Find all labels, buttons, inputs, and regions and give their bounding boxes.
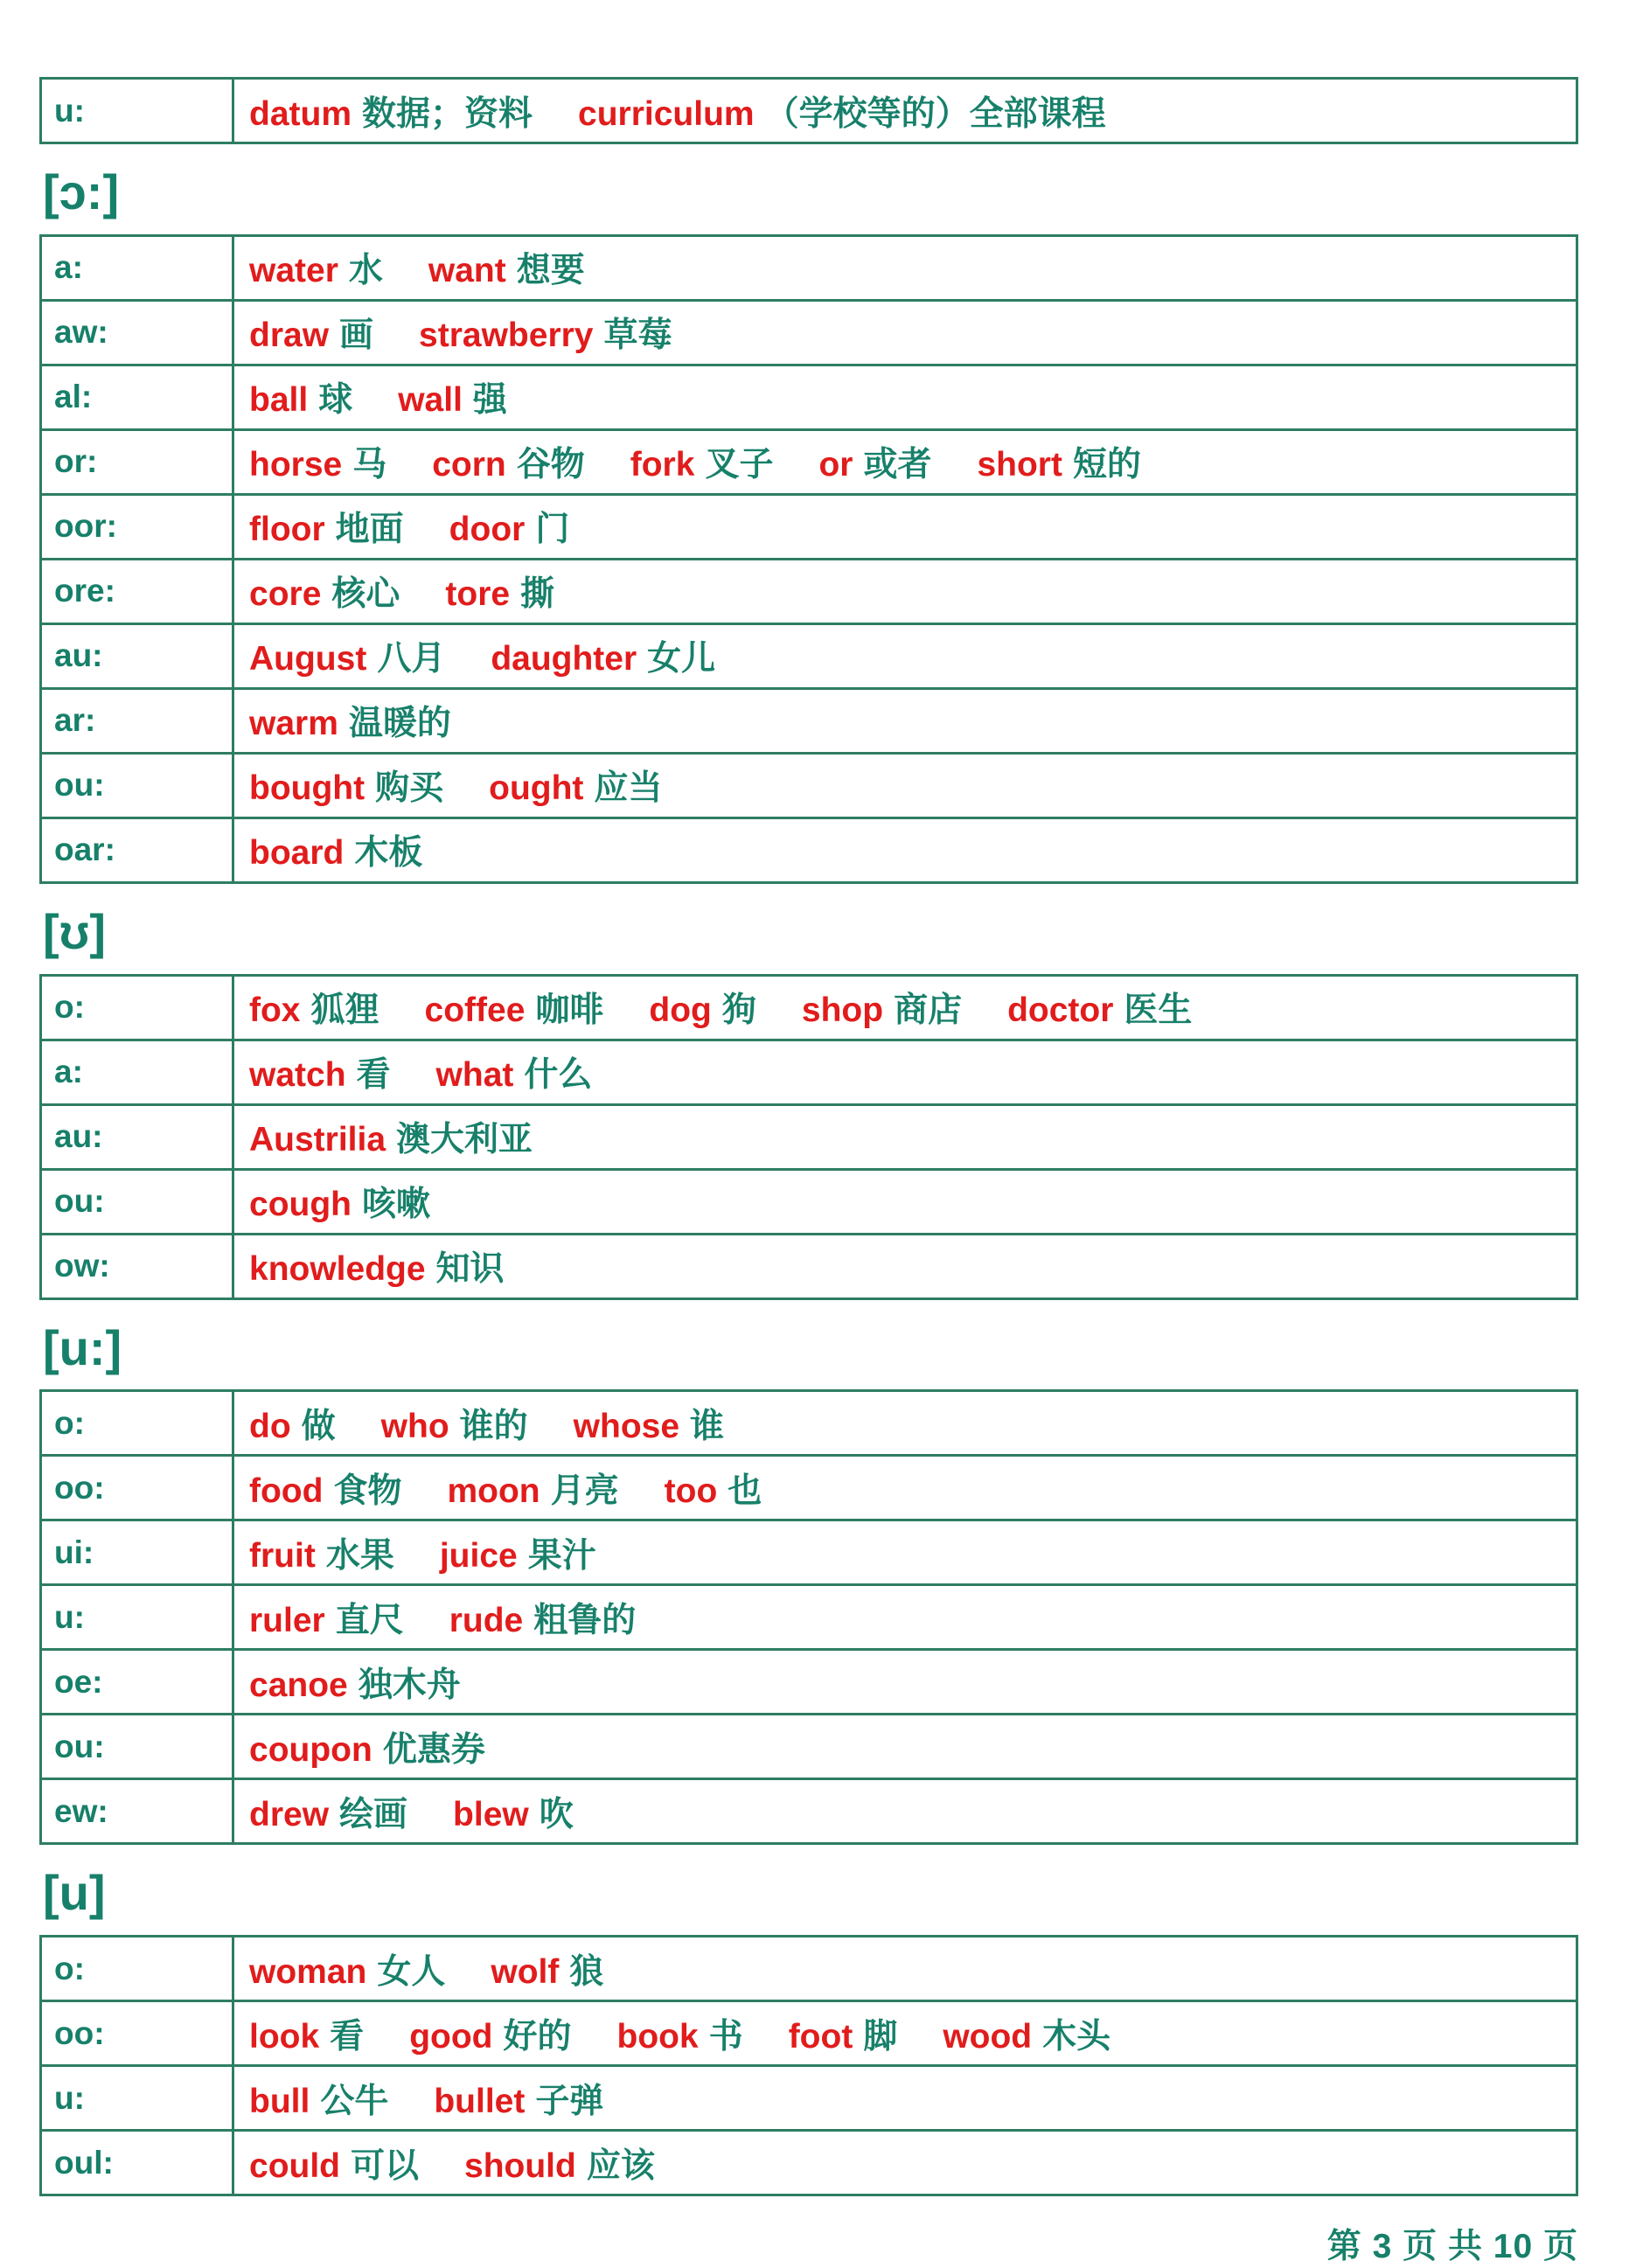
phonics-table <box>39 234 1578 884</box>
word-pair <box>249 1250 505 1288</box>
spelling-cell: u: <box>41 1585 233 1650</box>
word-pair <box>789 2018 898 2056</box>
english-word: strawberry <box>419 317 594 355</box>
english-word: daughter <box>491 640 637 678</box>
english-word: coffee <box>424 991 526 1030</box>
english-word: drew <box>249 1795 330 1833</box>
words-cell <box>233 688 1577 753</box>
phonics-table <box>39 1389 1578 1845</box>
words-cell <box>233 1169 1577 1234</box>
words-cell <box>233 975 1577 1040</box>
spelling-cell: ar: <box>41 688 233 753</box>
english-word: bought <box>249 769 365 808</box>
word-pair <box>818 446 931 484</box>
table-row <box>41 429 1577 494</box>
english-word: juice <box>439 1536 518 1575</box>
word-pair <box>665 1472 762 1510</box>
english-word: wood <box>943 2017 1033 2056</box>
spelling-cell: ou: <box>41 1715 233 1779</box>
word-pair <box>977 446 1141 484</box>
table-row <box>41 2066 1577 2131</box>
chinese-translation: 优惠券 <box>382 1730 485 1769</box>
word-pair <box>398 381 507 419</box>
words-cell <box>233 1520 1577 1585</box>
english-word: board <box>249 834 345 873</box>
english-word: book <box>616 2017 699 2056</box>
chinese-translation: （学校等的）全部课程 <box>764 94 1106 133</box>
english-word: short <box>977 446 1062 484</box>
spelling-cell: ore: <box>41 559 233 623</box>
chinese-translation: 脚 <box>863 2017 898 2056</box>
word-pair <box>249 2083 388 2120</box>
word-pair <box>453 1796 574 1833</box>
word-pair <box>425 991 604 1029</box>
word-pair <box>249 1537 394 1575</box>
spelling-cell: oe: <box>41 1650 233 1715</box>
word-pair <box>249 834 422 872</box>
english-word: tore <box>445 575 511 614</box>
table-row <box>41 300 1577 365</box>
spelling-cell: oor: <box>41 494 233 559</box>
chinese-translation: 女儿 <box>647 640 716 678</box>
chinese-translation: 叉子 <box>705 446 774 484</box>
word-pair <box>249 1666 461 1704</box>
spelling-cell: aw: <box>41 300 233 365</box>
word-pair <box>440 1537 596 1575</box>
chinese-translation: 公牛 <box>320 2082 389 2120</box>
english-word: good <box>409 2017 493 2056</box>
english-word: wolf <box>491 1952 560 1991</box>
english-word: dog <box>649 991 712 1030</box>
word-pair <box>249 1408 336 1445</box>
page-number: 第 3 页 共 10 页 <box>1326 2228 1578 2266</box>
words-cell <box>233 1650 1577 1715</box>
english-word: rude <box>449 1601 524 1639</box>
spelling-cell: oul: <box>41 2131 233 2195</box>
table-row <box>41 623 1577 688</box>
word-pair <box>249 1056 391 1094</box>
table-row <box>41 817 1577 882</box>
words-cell <box>233 1715 1577 1779</box>
chinese-translation: 子弹 <box>535 2082 604 2120</box>
english-word: corn <box>432 446 506 484</box>
chinese-translation: 什么 <box>524 1056 593 1095</box>
english-word: do <box>249 1407 291 1445</box>
word-pair <box>249 769 443 807</box>
chinese-translation: 谁 <box>690 1407 725 1445</box>
english-word: want <box>428 252 506 290</box>
word-pair <box>428 252 585 289</box>
english-word: wall <box>398 381 463 420</box>
word-pair <box>249 2018 364 2056</box>
table-row <box>41 1104 1577 1169</box>
chinese-translation: 直尺 <box>335 1601 404 1639</box>
chinese-translation: 购买 <box>375 769 444 808</box>
chinese-translation: 水果 <box>325 1536 394 1575</box>
section-heading: [ɔ:] <box>43 164 120 219</box>
spelling-cell: o: <box>41 975 233 1040</box>
word-pair <box>489 769 662 807</box>
words-cell <box>233 1937 1577 2001</box>
word-pair <box>249 1602 404 1639</box>
words-cell <box>233 365 1577 429</box>
words-cell <box>233 1104 1577 1169</box>
word-pair <box>249 1731 485 1769</box>
words-cell <box>233 1456 1577 1520</box>
spelling-cell: ew: <box>41 1779 233 1844</box>
word-pair <box>249 705 451 742</box>
words-cell <box>233 1391 1577 1456</box>
english-word: what <box>435 1056 514 1095</box>
spelling-cell: u: <box>41 79 233 143</box>
word-pair <box>249 317 373 354</box>
table-row <box>41 365 1577 429</box>
word-pair <box>434 2083 603 2120</box>
chinese-translation: 绘画 <box>339 1795 408 1833</box>
chinese-translation: 画 <box>339 317 374 355</box>
chinese-translation: 可以 <box>351 2146 420 2185</box>
chinese-translation: 果汁 <box>527 1536 596 1575</box>
word-pair <box>249 381 352 419</box>
english-word: fork <box>630 446 695 484</box>
chinese-translation: 狼 <box>569 1952 604 1991</box>
chinese-translation: 狐狸 <box>310 991 379 1030</box>
word-pair <box>464 2147 655 2185</box>
table-row <box>41 1779 1577 1844</box>
words-cell <box>233 623 1577 688</box>
table-row <box>41 1937 1577 2001</box>
word-pair <box>630 446 774 484</box>
word-pair <box>419 317 672 354</box>
chinese-translation: 地面 <box>335 511 404 549</box>
english-word: food <box>249 1471 324 1510</box>
word-pair <box>649 991 755 1029</box>
spelling-cell: o: <box>41 1391 233 1456</box>
chinese-translation: 咖啡 <box>535 991 604 1030</box>
word-pair <box>578 95 1106 133</box>
chinese-translation: 应当 <box>594 769 663 808</box>
english-word: bull <box>249 2082 310 2120</box>
words-cell <box>233 1779 1577 1844</box>
words-cell <box>233 79 1577 143</box>
english-word: look <box>249 2017 320 2056</box>
chinese-translation: 粗鲁的 <box>533 1601 637 1639</box>
table-row <box>41 688 1577 753</box>
phonics-table <box>39 1935 1578 2196</box>
chinese-translation: 短的 <box>1072 446 1141 484</box>
english-word: whose <box>573 1407 680 1445</box>
table-row <box>41 1169 1577 1234</box>
english-word: fruit <box>249 1536 316 1575</box>
english-word: curriculum <box>578 94 755 133</box>
english-word: could <box>249 2146 340 2185</box>
spelling-cell: oar: <box>41 817 233 882</box>
english-word: fox <box>249 991 301 1030</box>
english-word: horse <box>249 446 343 484</box>
english-word: who <box>380 1407 449 1445</box>
spelling-cell: ui: <box>41 1520 233 1585</box>
spelling-cell: al: <box>41 365 233 429</box>
words-cell <box>233 559 1577 623</box>
english-word: warm <box>249 705 338 743</box>
english-word: ball <box>249 381 309 420</box>
word-pair <box>249 640 445 678</box>
english-word: moon <box>447 1471 540 1510</box>
chinese-translation: 数据；资料 <box>362 94 533 133</box>
word-pair <box>449 1602 637 1639</box>
word-pair <box>447 1472 618 1510</box>
word-pair <box>445 575 554 613</box>
word-pair <box>436 1056 593 1094</box>
english-word: should <box>464 2146 576 2185</box>
english-word: cough <box>249 1186 352 1224</box>
english-word: knowledge <box>249 1250 426 1289</box>
english-word: core <box>249 575 322 614</box>
spelling-cell: ow: <box>41 1234 233 1298</box>
words-cell <box>233 300 1577 365</box>
phonics-table <box>39 77 1578 144</box>
english-word: Austrilia <box>249 1121 386 1159</box>
word-pair <box>249 991 379 1029</box>
chinese-translation: 女人 <box>377 1952 446 1991</box>
word-pair <box>943 2018 1110 2056</box>
table-row <box>41 1650 1577 1715</box>
chinese-translation: 也 <box>727 1471 762 1510</box>
table-row <box>41 494 1577 559</box>
english-word: August <box>249 640 367 678</box>
chinese-translation: 温暖的 <box>348 705 451 743</box>
table-row <box>41 1234 1577 1298</box>
words-cell <box>233 2001 1577 2066</box>
word-pair <box>249 1121 533 1158</box>
word-pair <box>249 1472 401 1510</box>
word-pair <box>491 640 715 678</box>
word-pair <box>491 1953 603 1991</box>
chinese-translation: 澳大利亚 <box>396 1121 533 1159</box>
english-word: coupon <box>249 1730 372 1769</box>
words-cell <box>233 2131 1577 2195</box>
spelling-cell: a: <box>41 235 233 300</box>
word-pair <box>409 2018 571 2056</box>
chinese-translation: 应该 <box>586 2146 655 2185</box>
section-heading: [u] <box>43 1865 106 1921</box>
word-pair <box>249 95 533 133</box>
table-row <box>41 1520 1577 1585</box>
words-cell <box>233 1040 1577 1104</box>
words-cell <box>233 817 1577 882</box>
english-word: doctor <box>1007 991 1114 1030</box>
english-word: bullet <box>434 2082 526 2120</box>
spelling-cell: oo: <box>41 2001 233 2066</box>
english-word: or <box>818 446 853 484</box>
phonics-table <box>39 974 1578 1300</box>
english-word: water <box>249 252 338 290</box>
chinese-translation: 狗 <box>721 991 756 1030</box>
section-heading: [ʊ] <box>43 903 107 959</box>
spelling-cell: u: <box>41 2066 233 2131</box>
chinese-translation: 商店 <box>894 991 963 1030</box>
table-row <box>41 559 1577 623</box>
chinese-translation: 草莓 <box>603 317 672 355</box>
spelling-cell: au: <box>41 623 233 688</box>
word-pair <box>617 2018 743 2056</box>
chinese-translation: 马 <box>352 446 387 484</box>
chinese-translation: 知识 <box>435 1250 505 1289</box>
words-cell <box>233 494 1577 559</box>
chinese-translation: 谷物 <box>516 446 585 484</box>
chinese-translation: 或者 <box>863 446 932 484</box>
word-pair <box>574 1408 724 1445</box>
english-word: shop <box>801 991 884 1030</box>
english-word: foot <box>788 2017 853 2056</box>
word-pair <box>802 991 962 1029</box>
english-word: watch <box>249 1056 346 1095</box>
table-row <box>41 1456 1577 1520</box>
word-pair <box>1007 991 1192 1029</box>
chinese-translation: 球 <box>318 381 353 420</box>
word-pair <box>249 252 383 289</box>
english-word: canoe <box>249 1666 348 1704</box>
spelling-cell: ou: <box>41 753 233 817</box>
word-pair <box>249 1796 407 1833</box>
english-word: draw <box>249 317 330 355</box>
table-row <box>41 1715 1577 1779</box>
chinese-translation: 核心 <box>331 575 400 614</box>
words-cell <box>233 1234 1577 1298</box>
word-pair <box>249 1953 445 1991</box>
spelling-cell: o: <box>41 1937 233 2001</box>
english-word: datum <box>249 94 352 133</box>
chinese-translation: 好的 <box>503 2017 572 2056</box>
chinese-translation: 咳嗽 <box>361 1186 430 1224</box>
chinese-translation: 食物 <box>333 1471 402 1510</box>
chinese-translation: 撕 <box>520 575 555 614</box>
word-pair <box>249 2147 419 2185</box>
word-pair <box>249 511 404 548</box>
words-cell <box>233 235 1577 300</box>
chinese-translation: 八月 <box>377 640 446 678</box>
english-word: woman <box>249 1952 367 1991</box>
chinese-translation: 看 <box>356 1056 391 1095</box>
word-pair <box>381 1408 528 1445</box>
spelling-cell: a: <box>41 1040 233 1104</box>
chinese-translation: 看 <box>330 2017 365 2056</box>
english-word: door <box>449 511 526 549</box>
chinese-translation: 做 <box>301 1407 336 1445</box>
section-heading: [u:] <box>43 1319 122 1375</box>
table-row <box>41 753 1577 817</box>
chinese-translation: 水 <box>348 252 383 290</box>
chinese-translation: 门 <box>535 511 570 549</box>
word-pair <box>449 511 570 548</box>
table-row <box>41 1391 1577 1456</box>
words-cell <box>233 2066 1577 2131</box>
chinese-translation: 月亮 <box>550 1471 619 1510</box>
chinese-translation: 谁的 <box>459 1407 528 1445</box>
english-word: ruler <box>249 1601 325 1639</box>
table-row <box>41 1040 1577 1104</box>
word-pair <box>249 1186 430 1223</box>
chinese-translation: 医生 <box>1124 991 1193 1030</box>
english-word: floor <box>249 511 325 549</box>
chinese-translation: 独木舟 <box>358 1666 461 1704</box>
chinese-translation: 木板 <box>354 834 423 873</box>
english-word: ought <box>489 769 584 808</box>
word-pair <box>249 575 400 613</box>
spelling-cell: or: <box>41 429 233 494</box>
spelling-cell: oo: <box>41 1456 233 1520</box>
table-row <box>41 79 1577 143</box>
chinese-translation: 强 <box>472 381 507 420</box>
word-pair <box>249 446 386 484</box>
spelling-cell: au: <box>41 1104 233 1169</box>
table-row <box>41 975 1577 1040</box>
words-cell <box>233 753 1577 817</box>
english-word: blew <box>453 1795 529 1833</box>
table-row <box>41 235 1577 300</box>
spelling-cell: ou: <box>41 1169 233 1234</box>
table-row <box>41 2001 1577 2066</box>
words-cell <box>233 1585 1577 1650</box>
word-pair <box>432 446 585 484</box>
words-cell <box>233 429 1577 494</box>
english-word: too <box>664 1471 718 1510</box>
phonics-sections-container <box>39 77 1578 2196</box>
chinese-translation: 书 <box>708 2017 743 2056</box>
table-row <box>41 1585 1577 1650</box>
table-row <box>41 2131 1577 2195</box>
chinese-translation: 木头 <box>1042 2017 1111 2056</box>
chinese-translation: 吹 <box>539 1795 574 1833</box>
chinese-translation: 想要 <box>516 252 585 290</box>
